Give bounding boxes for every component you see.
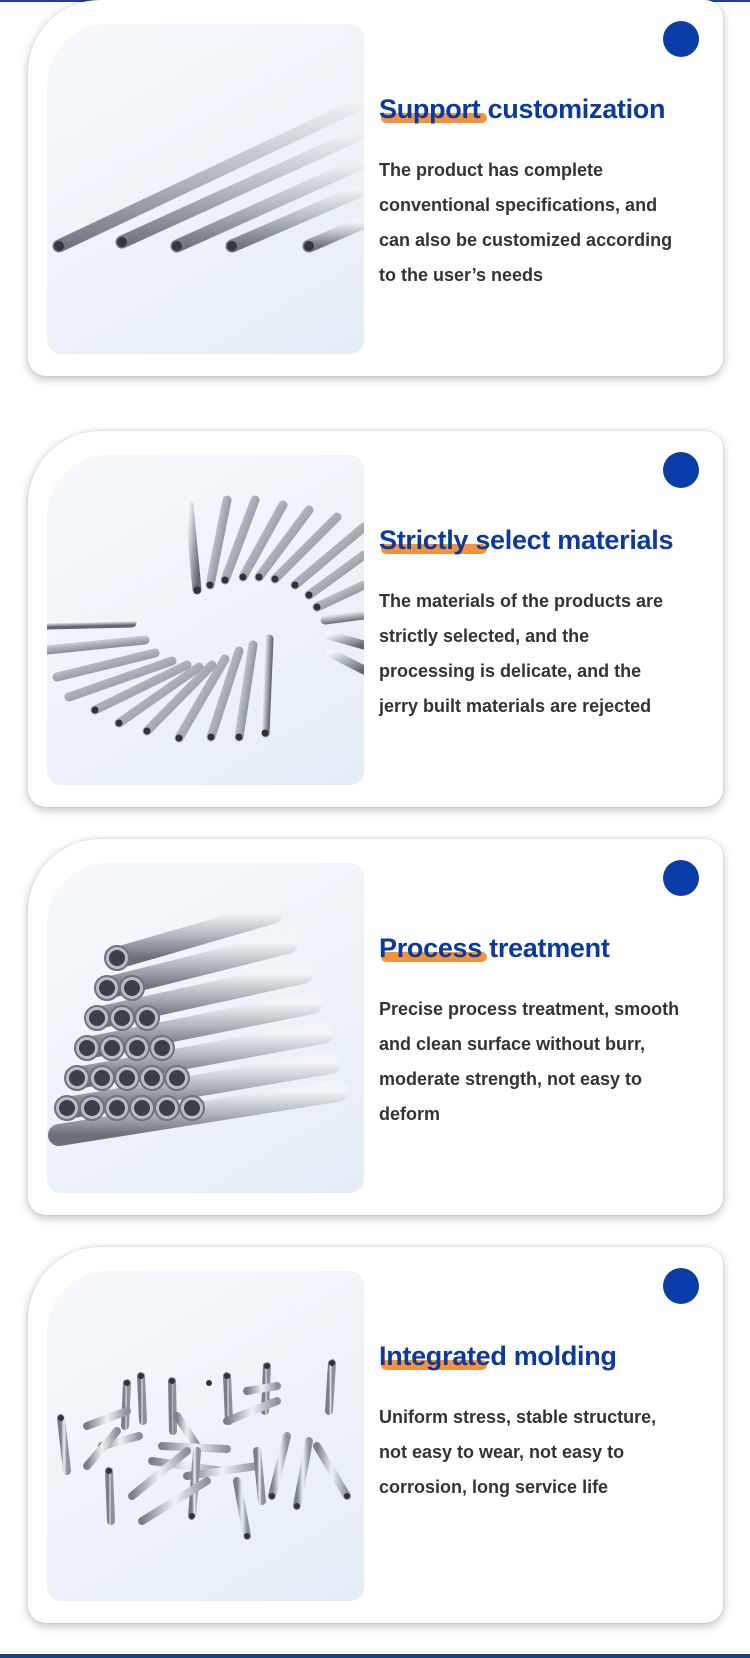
blue-dot (663, 1268, 699, 1304)
feature-card (28, 1247, 723, 1623)
bottom-border (0, 1654, 750, 1658)
feature-card (28, 839, 723, 1215)
fanned-steel-tubes-icon (47, 455, 364, 785)
feature-title-wrap (379, 1339, 617, 1375)
product-photo (47, 455, 364, 785)
feature-title-wrap (379, 92, 665, 128)
feature-title: Integrated molding (379, 1341, 617, 1371)
product-photo (47, 24, 364, 354)
feature-description: The product has complete conventional specifications, and can also be customized according to the user’s needs (379, 160, 673, 285)
feature-title: Support customization (379, 94, 666, 124)
feature-description: Precise process treatment, smooth and clean surface without burr, moderate strength, not easy to deform (379, 999, 680, 1124)
feature-card (28, 0, 723, 376)
feature-description: The materials of the products are strictly selected, and the processing is delicate, and the jerry built materials are rejected (379, 591, 664, 716)
product-photo (47, 1271, 364, 1601)
blue-dot (663, 21, 699, 57)
blue-dot (663, 452, 699, 488)
feature-title-wrap (379, 523, 673, 559)
blue-dot (663, 860, 699, 896)
feature-title-wrap (379, 931, 610, 967)
feature-description: Uniform stress, stable structure, not easy to wear, not easy to corrosion, long service life (379, 1407, 657, 1497)
feature-card (28, 431, 723, 807)
stacked-steel-tubes-icon (47, 863, 364, 1193)
product-photo (47, 863, 364, 1193)
feature-title: Strictly select materials (379, 525, 674, 555)
feature-title: Process treatment (379, 933, 610, 963)
long-steel-pipes-icon (47, 24, 364, 354)
scattered-short-tubes-icon (47, 1271, 364, 1601)
